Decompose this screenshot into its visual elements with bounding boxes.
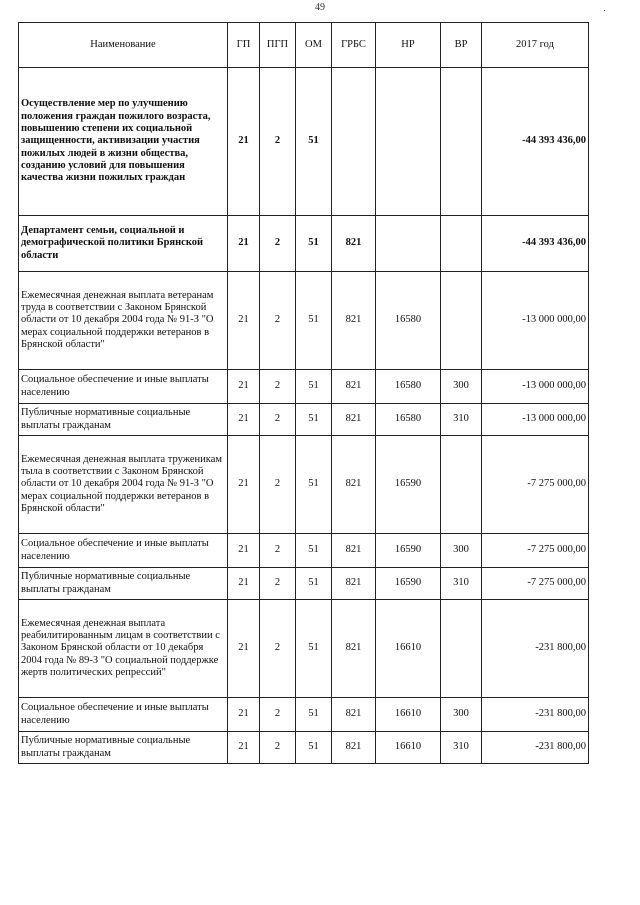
row-ppgp: 2 bbox=[260, 68, 296, 216]
row-ppgp: 2 bbox=[260, 436, 296, 534]
row-name: Ежемесячная денежная выплата реабилитированным лицам в соответствии с Законом Брянской области от 10 декабря 2004 года № 89-З "О социальной поддержке жертв политических репрессий" bbox=[19, 600, 228, 698]
row-name: Осуществление мер по улучшению положения граждан пожилого возраста, повышению степени их социальной защищенности, активизации участия пожилых людей в жизни общества, созданию условий для повышения качества жизни пожилых граждан bbox=[19, 68, 228, 216]
row-grbs: 821 bbox=[332, 698, 376, 732]
scan-speck bbox=[604, 10, 605, 11]
row-name: Публичные нормативные социальные выплаты гражданам bbox=[19, 404, 228, 436]
row-np: 16580 bbox=[376, 404, 441, 436]
row-om: 51 bbox=[296, 370, 332, 404]
row-gp: 21 bbox=[228, 216, 260, 272]
row-ppgp: 2 bbox=[260, 272, 296, 370]
row-grbs: 821 bbox=[332, 272, 376, 370]
header-grbs: ГРБС bbox=[332, 23, 376, 68]
row-om: 51 bbox=[296, 272, 332, 370]
row-amount: -231 800,00 bbox=[482, 732, 589, 764]
table-row bbox=[19, 436, 589, 534]
row-om: 51 bbox=[296, 216, 332, 272]
row-amount: -7 275 000,00 bbox=[482, 534, 589, 568]
row-gp: 21 bbox=[228, 732, 260, 764]
row-gp: 21 bbox=[228, 534, 260, 568]
row-gp: 21 bbox=[228, 68, 260, 216]
row-amount: -7 275 000,00 bbox=[482, 436, 589, 534]
table-row bbox=[19, 404, 589, 436]
row-vr: 310 bbox=[441, 732, 482, 764]
row-ppgp: 2 bbox=[260, 534, 296, 568]
row-name: Публичные нормативные социальные выплаты гражданам bbox=[19, 568, 228, 600]
row-np: 16580 bbox=[376, 370, 441, 404]
row-name: Социальное обеспечение и иные выплаты населению bbox=[19, 370, 228, 404]
row-gp: 21 bbox=[228, 370, 260, 404]
row-name: Публичные нормативные социальные выплаты гражданам bbox=[19, 732, 228, 764]
row-ppgp: 2 bbox=[260, 568, 296, 600]
row-vr: 310 bbox=[441, 568, 482, 600]
row-vr: 300 bbox=[441, 698, 482, 732]
row-name: Департамент семьи, социальной и демографической политики Брянской области bbox=[19, 216, 228, 272]
header-name: Наименование bbox=[19, 23, 228, 68]
row-np: 16590 bbox=[376, 568, 441, 600]
row-ppgp: 2 bbox=[260, 216, 296, 272]
row-gp: 21 bbox=[228, 568, 260, 600]
row-amount: -44 393 436,00 bbox=[482, 216, 589, 272]
row-ppgp: 2 bbox=[260, 732, 296, 764]
table-row bbox=[19, 68, 589, 216]
header-year: 2017 год bbox=[482, 23, 589, 68]
row-name: Социальное обеспечение и иные выплаты населению bbox=[19, 534, 228, 568]
row-om: 51 bbox=[296, 568, 332, 600]
row-grbs: 821 bbox=[332, 404, 376, 436]
row-name: Ежемесячная денежная выплата ветеранам труда в соответствии с Законом Брянской области от 10 декабря 2004 года № 91-З "О мерах социальной поддержки ветеранов в Брянской области" bbox=[19, 272, 228, 370]
row-gp: 21 bbox=[228, 698, 260, 732]
row-np: 16610 bbox=[376, 698, 441, 732]
row-vr bbox=[441, 216, 482, 272]
table-row bbox=[19, 534, 589, 568]
row-np: 16590 bbox=[376, 534, 441, 568]
header-ppgp: ПГП bbox=[260, 23, 296, 68]
row-amount: -13 000 000,00 bbox=[482, 272, 589, 370]
row-grbs: 821 bbox=[332, 732, 376, 764]
row-amount: -7 275 000,00 bbox=[482, 568, 589, 600]
row-om: 51 bbox=[296, 534, 332, 568]
row-np: 16610 bbox=[376, 732, 441, 764]
table-header-row bbox=[19, 23, 589, 68]
row-grbs: 821 bbox=[332, 216, 376, 272]
row-vr bbox=[441, 68, 482, 216]
row-grbs: 821 bbox=[332, 534, 376, 568]
row-amount: -44 393 436,00 bbox=[482, 68, 589, 216]
row-grbs: 821 bbox=[332, 568, 376, 600]
table-row bbox=[19, 216, 589, 272]
row-om: 51 bbox=[296, 68, 332, 216]
row-om: 51 bbox=[296, 600, 332, 698]
row-grbs: 821 bbox=[332, 436, 376, 534]
header-gp: ГП bbox=[228, 23, 260, 68]
row-gp: 21 bbox=[228, 436, 260, 534]
row-vr: 300 bbox=[441, 534, 482, 568]
row-amount: -13 000 000,00 bbox=[482, 370, 589, 404]
row-ppgp: 2 bbox=[260, 370, 296, 404]
row-om: 51 bbox=[296, 436, 332, 534]
row-np: 16590 bbox=[376, 436, 441, 534]
table-row bbox=[19, 370, 589, 404]
row-grbs bbox=[332, 68, 376, 216]
table-row bbox=[19, 732, 589, 764]
row-np bbox=[376, 68, 441, 216]
table-row bbox=[19, 698, 589, 732]
row-grbs: 821 bbox=[332, 370, 376, 404]
row-np: 16580 bbox=[376, 272, 441, 370]
row-amount: -13 000 000,00 bbox=[482, 404, 589, 436]
header-om: ОМ bbox=[296, 23, 332, 68]
header-np: НР bbox=[376, 23, 441, 68]
row-vr: 300 bbox=[441, 370, 482, 404]
row-grbs: 821 bbox=[332, 600, 376, 698]
row-vr bbox=[441, 272, 482, 370]
row-amount: -231 800,00 bbox=[482, 600, 589, 698]
row-om: 51 bbox=[296, 404, 332, 436]
row-om: 51 bbox=[296, 732, 332, 764]
header-vr: ВР bbox=[441, 23, 482, 68]
row-gp: 21 bbox=[228, 404, 260, 436]
row-gp: 21 bbox=[228, 600, 260, 698]
row-np: 16610 bbox=[376, 600, 441, 698]
row-vr bbox=[441, 600, 482, 698]
row-np bbox=[376, 216, 441, 272]
row-name: Социальное обеспечение и иные выплаты населению bbox=[19, 698, 228, 732]
row-amount: -231 800,00 bbox=[482, 698, 589, 732]
budget-table bbox=[18, 22, 589, 764]
row-ppgp: 2 bbox=[260, 698, 296, 732]
table-row bbox=[19, 568, 589, 600]
row-gp: 21 bbox=[228, 272, 260, 370]
row-om: 51 bbox=[296, 698, 332, 732]
row-ppgp: 2 bbox=[260, 600, 296, 698]
table-row bbox=[19, 600, 589, 698]
row-ppgp: 2 bbox=[260, 404, 296, 436]
page-number: 49 bbox=[315, 2, 325, 13]
table-row bbox=[19, 272, 589, 370]
row-vr: 310 bbox=[441, 404, 482, 436]
row-vr bbox=[441, 436, 482, 534]
row-name: Ежемесячная денежная выплата труженикам тыла в соответствии с Законом Брянской области от 10 декабря 2004 года № 91-З "О мерах социальной поддержки ветеранов в Брянской области" bbox=[19, 436, 228, 534]
